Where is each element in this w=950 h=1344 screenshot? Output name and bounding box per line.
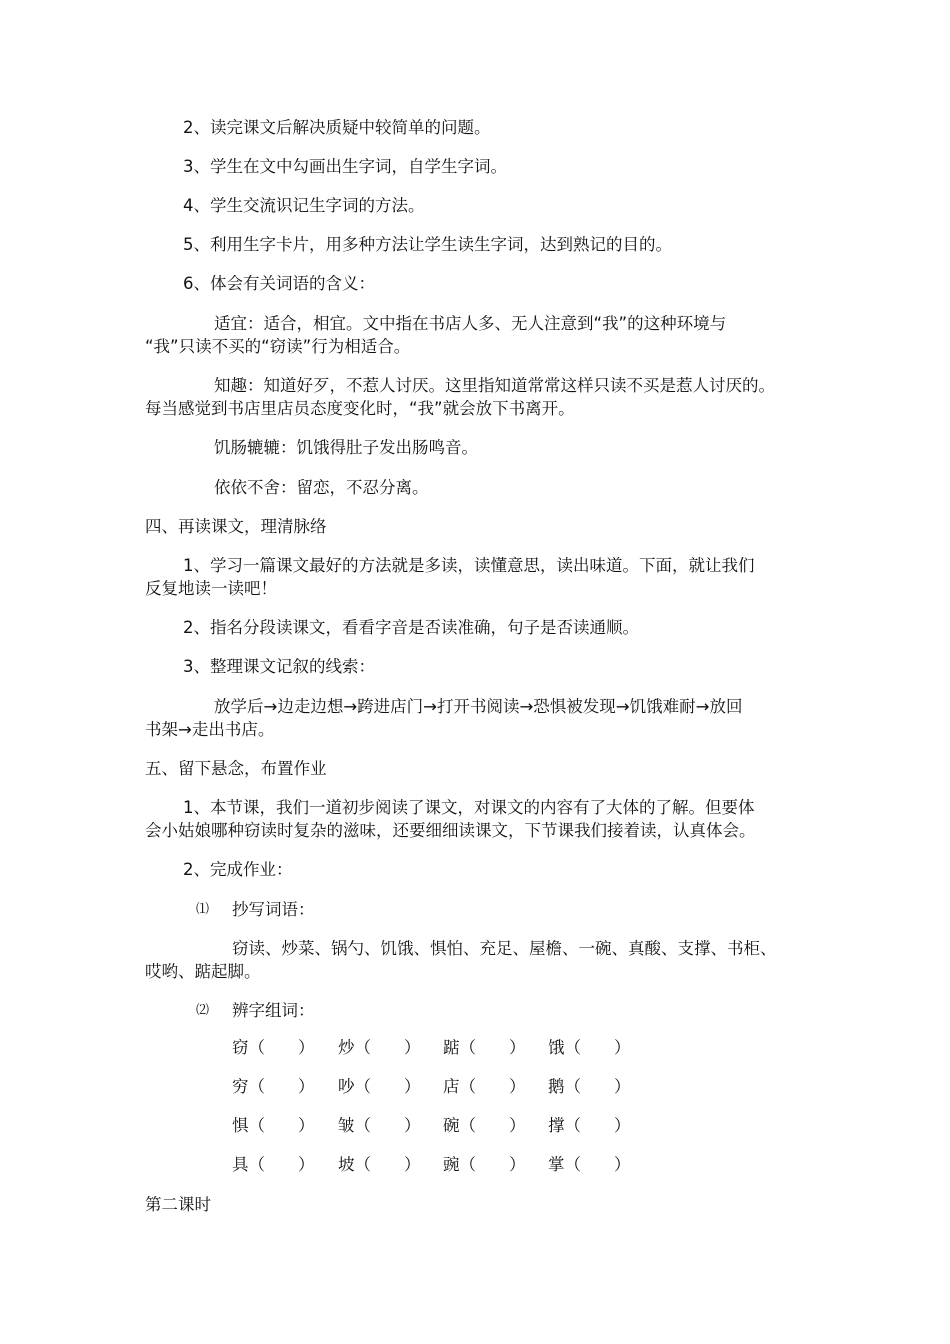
- paragraph-reread-1-line2: 反复地读一读吧！: [145, 579, 277, 598]
- definition-zhiqu-line1: 知趣：知道好歹，不惹人讨厌。这里指知道常常这样只读不买是惹人讨厌的。: [214, 376, 775, 395]
- definition-yiyi: 依依不舍：留恋，不忍分离。: [214, 478, 429, 497]
- paragraph-item-2: 2、读完课文后解决质疑中较简单的问题。: [183, 118, 491, 137]
- paragraph-item-4: 4、学生交流识记生字词的方法。: [183, 196, 425, 215]
- definition-shiyi-line2: “我”只读不买的“窃读”行为相适合。: [145, 337, 411, 356]
- word-grid-cell: 饿（ ）: [548, 1038, 631, 1057]
- paragraph-homework-1-line1: 1、本节课，我们一道初步阅读了课文，对课文的内容有了大体的了解。但要体: [183, 798, 755, 817]
- word-grid-cell: 店（ ）: [443, 1077, 526, 1096]
- subitem-copy-words: 抄写词语：: [232, 900, 315, 919]
- word-grid-cell: 吵（ ）: [338, 1077, 421, 1096]
- word-grid-cell: 惧（ ）: [232, 1116, 315, 1135]
- paragraph-homework-2: 2、完成作业：: [183, 860, 293, 879]
- word-grid-cell: 豌（ ）: [443, 1155, 526, 1174]
- storyline-line2: 书架→走出书店。: [145, 720, 275, 739]
- word-list-line1: 窃读、炒菜、锅勺、饥饿、惧怕、充足、屋檐、一碗、真酸、支撑、书柜、: [232, 939, 777, 958]
- word-grid-cell: 具（ ）: [232, 1155, 315, 1174]
- word-grid-cell: 坡（ ）: [338, 1155, 421, 1174]
- word-list-line2: 哎哟、踮起脚。: [145, 962, 261, 981]
- word-grid-cell: 皱（ ）: [338, 1116, 421, 1135]
- word-grid-cell: 鹅（ ）: [548, 1077, 631, 1096]
- word-grid-cell: 窃（ ）: [232, 1038, 315, 1057]
- paragraph-reread-1-line1: 1、学习一篇课文最好的方法就是多读，读懂意思，读出味道。下面，就让我们: [183, 556, 755, 575]
- paragraph-item-6: 6、体会有关词语的含义：: [183, 274, 375, 293]
- section-heading-5: 五、留下悬念，布置作业: [145, 759, 327, 778]
- paragraph-reread-3: 3、整理课文记叙的线索：: [183, 657, 375, 676]
- word-grid-cell: 踮（ ）: [443, 1038, 526, 1057]
- section-heading-4: 四、再读课文，理清脉络: [145, 517, 327, 536]
- definition-zhiqu-line2: 每当感觉到书店里店员态度变化时，“我”就会放下书离开。: [145, 399, 575, 418]
- subitem-number-1: ⑴: [196, 902, 210, 917]
- word-grid-cell: 穷（ ）: [232, 1077, 315, 1096]
- subitem-distinguish-chars: 辨字组词：: [232, 1001, 315, 1020]
- paragraph-homework-1-line2: 会小姑娘哪种窃读时复杂的滋味，还要细细读课文，下节课我们接着读，认真体会。: [145, 821, 756, 840]
- definition-shiyi-line1: 适宜：适合，相宜。文中指在书店人多、无人注意到“我”的这种环境与: [214, 314, 727, 333]
- storyline-line1: 放学后→边走边想→跨进店门→打开书阅读→恐惧被发现→饥饿难耐→放回: [214, 697, 743, 716]
- word-grid-cell: 碗（ ）: [443, 1116, 526, 1135]
- definition-jichang: 饥肠辘辘：饥饿得肚子发出肠鸣音。: [214, 438, 478, 457]
- word-grid-cell: 掌（ ）: [548, 1155, 631, 1174]
- subitem-number-2: ⑵: [196, 1003, 210, 1018]
- word-grid-cell: 撑（ ）: [548, 1116, 631, 1135]
- paragraph-item-3: 3、学生在文中勾画出生字词，自学生字词。: [183, 157, 507, 176]
- lesson-heading-second: 第二课时: [145, 1195, 211, 1214]
- word-grid-cell: 炒（ ）: [338, 1038, 421, 1057]
- paragraph-item-5: 5、利用生字卡片，用多种方法让学生读生字词，达到熟记的目的。: [183, 235, 672, 254]
- paragraph-reread-2: 2、指名分段读课文，看看字音是否读准确，句子是否读通顺。: [183, 618, 639, 637]
